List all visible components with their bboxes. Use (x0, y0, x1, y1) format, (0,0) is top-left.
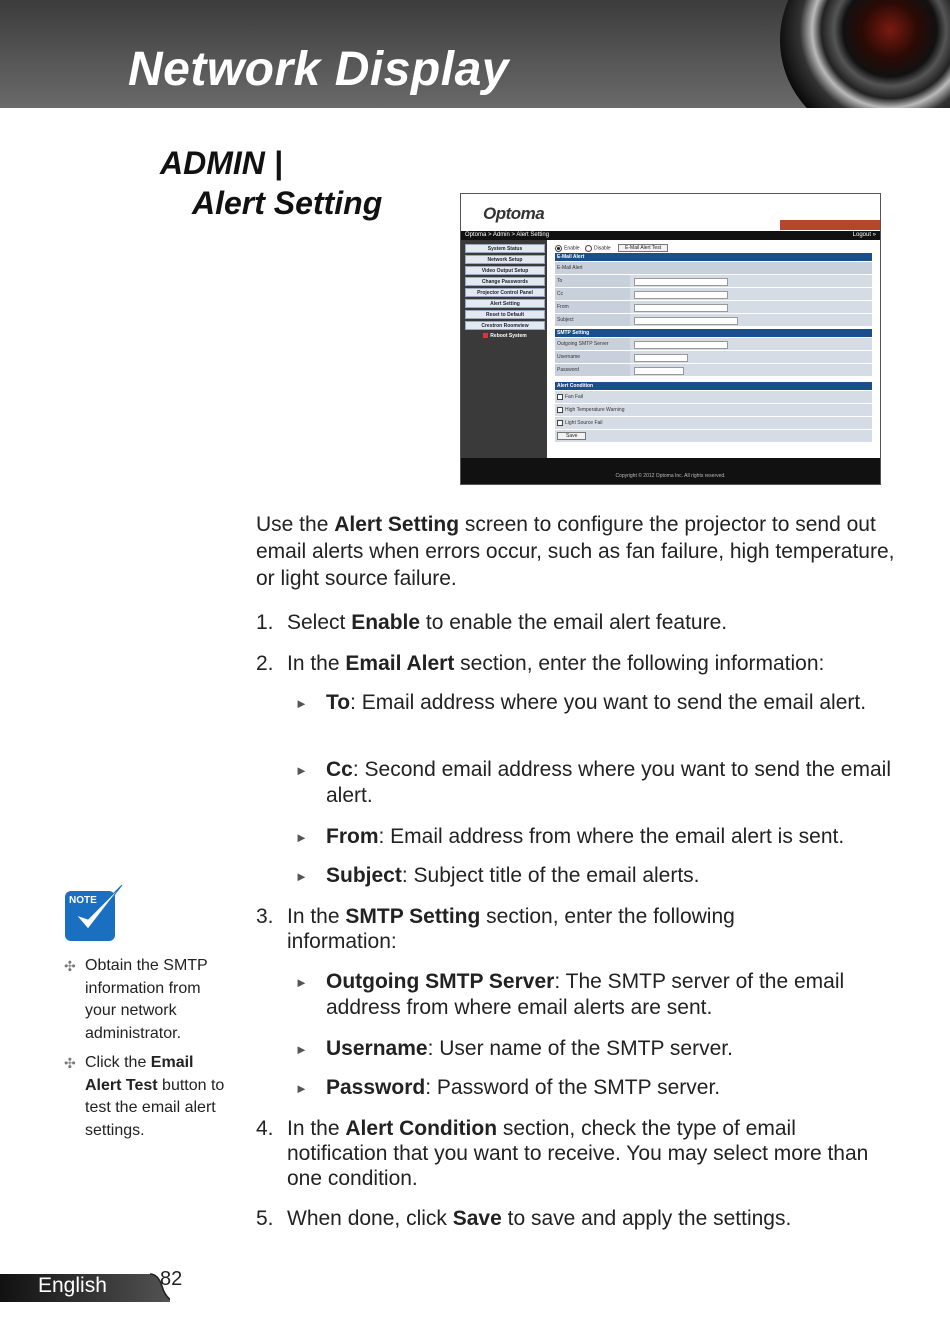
row-label (557, 391, 757, 403)
bullet-to (295, 690, 895, 716)
text: section, enter the following information: (287, 905, 735, 953)
bold-text: Cc (326, 758, 353, 781)
row-value (630, 301, 872, 313)
text: : Email address from where the email alert is sent. (378, 825, 845, 848)
email-alert-row (555, 262, 872, 274)
text: When done, click (287, 1207, 453, 1230)
row-label: Password (557, 367, 579, 373)
text: to save and apply the settings. (501, 1207, 792, 1230)
save-row (555, 430, 872, 442)
text: section, check the type of email notification that you want to receive. You may select more than one condition. (287, 1117, 869, 1190)
fan-fail-row (555, 391, 872, 403)
light-fail-row (555, 417, 872, 429)
arrow-icon: ► (295, 1042, 308, 1057)
light-fail-checkbox[interactable] (557, 420, 563, 426)
bullet-smtp-server (295, 969, 895, 1021)
cc-row (555, 288, 872, 300)
sidebar-item-system-status[interactable]: System Status (465, 244, 545, 253)
bold-text: Email Alert (345, 652, 455, 675)
optoma-logo: Optoma (483, 204, 545, 223)
power-icon (483, 333, 488, 338)
step-3 (256, 904, 896, 954)
breadcrumb: Optoma > Admin > Alert Setting (465, 232, 550, 238)
bullet-text (326, 969, 895, 1021)
bold-text: To (326, 691, 351, 714)
intro-text: screen to configure the projector to send out email alerts when errors occur, such as fan failure, high temperature, or light source failure. (256, 513, 895, 590)
step-text (287, 1116, 877, 1191)
text: In the (287, 1117, 346, 1140)
bullet-text (326, 863, 895, 889)
arrow-icon: ► (295, 1081, 308, 1096)
bold-text: From (326, 825, 379, 848)
bullet-text (326, 1075, 895, 1101)
alert-condition-header: Alert Condition (555, 382, 872, 390)
intro-paragraph (256, 511, 896, 592)
high-temp-row (555, 404, 872, 416)
note-text: button to test the email alert settings. (85, 1076, 225, 1139)
bold-text: Subject (326, 864, 402, 887)
arrow-icon: ► (295, 975, 308, 990)
bullet-password (295, 1075, 895, 1101)
arrow-icon: ► (295, 763, 308, 778)
note-text: Click the (85, 1054, 151, 1071)
row-label: Subject (557, 317, 574, 323)
section-title-line2: Alert Setting (192, 185, 383, 221)
smtp-server-row (555, 338, 872, 350)
note-item (64, 955, 229, 1045)
text: : Email address where you want to send the email alert. (350, 691, 867, 714)
bullet-text (326, 824, 895, 850)
step-2 (256, 651, 896, 676)
row-value (630, 288, 872, 300)
bullet-cc (295, 757, 895, 809)
section-title-line1: ADMIN | (160, 145, 283, 181)
note-list (64, 955, 229, 1149)
light-fail-label: Light Source Fail (565, 420, 603, 426)
copyright: Copyright © 2012 Optoma Inc. All rights reserved. (461, 458, 880, 484)
sidebar-item-alert-setting[interactable]: Alert Setting (465, 299, 545, 308)
bullet-from (295, 824, 895, 850)
bullet-username (295, 1036, 895, 1062)
alert-setting-screenshot (460, 193, 881, 485)
step-text (287, 1206, 896, 1231)
enable-label: Enable (564, 245, 580, 252)
step-text (287, 904, 777, 954)
step-text (287, 610, 896, 635)
fan-fail-checkbox[interactable] (557, 394, 563, 400)
to-input[interactable] (634, 278, 728, 286)
sidebar-item-change-passwords[interactable]: Change Passwords (465, 277, 545, 286)
step-4 (256, 1116, 896, 1191)
logout-link[interactable]: Logout » (852, 232, 876, 238)
bullet-text (326, 690, 895, 716)
fan-fail-label: Fan Fail (565, 394, 584, 400)
high-temp-checkbox[interactable] (557, 407, 563, 413)
sidebar-item-control-panel[interactable]: Projector Control Panel (465, 288, 545, 297)
arrow-icon: ► (295, 869, 308, 884)
row-label (557, 417, 757, 429)
bullet-subject (295, 863, 895, 889)
note-icon (64, 881, 126, 943)
bold-text: Save (452, 1207, 502, 1230)
text: : Subject title of the email alerts. (401, 864, 700, 887)
footer-language: English (38, 1274, 107, 1297)
page-number: 82 (160, 1268, 183, 1290)
row-label: E-Mail Alert (557, 265, 583, 271)
step-number: 4. (256, 1117, 274, 1140)
sidebar-item-reboot[interactable] (465, 332, 545, 341)
lens-graphic (780, 0, 950, 108)
bold-text: Enable (351, 611, 421, 634)
shot-sidebar (461, 240, 547, 458)
bold-text: Password (326, 1076, 426, 1099)
note-bold: Email Alert Test (85, 1054, 194, 1094)
enable-radio[interactable] (555, 245, 562, 252)
text: In the (287, 652, 346, 675)
bold-text: Username (326, 1037, 428, 1060)
shot-nav-bar (461, 231, 880, 240)
step-number: 1. (256, 611, 274, 634)
bullet-text (326, 1036, 895, 1062)
text: : Second email address where you want to send the email alert. (326, 758, 891, 807)
email-alert-test-button[interactable]: E-Mail Alert Test (618, 244, 668, 252)
row-label: From (557, 304, 569, 310)
smtp-server-input[interactable] (634, 341, 728, 349)
password-input[interactable] (634, 367, 684, 375)
header-title: Network Display (128, 43, 509, 96)
step-5 (256, 1206, 896, 1231)
intro-bold: Alert Setting (334, 513, 460, 536)
bullet-text (326, 757, 895, 809)
cc-input[interactable] (634, 291, 728, 299)
subject-input[interactable] (634, 317, 738, 325)
text: In the (287, 905, 346, 928)
smtp-setting-header: SMTP Setting (555, 329, 872, 337)
step-number: 2. (256, 652, 274, 675)
text: section, enter the following information: (454, 652, 825, 675)
diamond-bullet-icon: ✣ (64, 1055, 76, 1071)
bold-text: Alert Condition (345, 1117, 498, 1140)
shot-main-panel (547, 240, 880, 458)
note-item (64, 1052, 229, 1142)
subject-row (555, 314, 872, 326)
row-label: Outgoing SMTP Server (557, 341, 609, 347)
text: : The SMTP server of the email address from where email alerts are sent. (326, 970, 845, 1019)
row-value (630, 314, 872, 326)
page-header (0, 0, 950, 108)
row-label (557, 404, 757, 416)
note-icon-label: NOTE (69, 895, 97, 906)
step-number: 3. (256, 905, 274, 928)
from-row (555, 301, 872, 313)
password-row (555, 364, 872, 376)
from-input[interactable] (634, 304, 728, 312)
text: to enable the email alert feature. (420, 611, 728, 634)
sidebar-item-network-setup[interactable]: Network Setup (465, 255, 545, 264)
row-label: Cc (557, 291, 564, 297)
diamond-bullet-icon: ✣ (64, 958, 76, 974)
note-text: Obtain the SMTP information from your network administrator. (85, 957, 208, 1042)
text: : Password of the SMTP server. (425, 1076, 721, 1099)
enable-radio-row (555, 244, 668, 252)
email-alert-header: E-Mail Alert (555, 253, 872, 261)
sidebar-item-reset-default[interactable]: Reset to Default (465, 310, 545, 319)
step-number: 5. (256, 1207, 274, 1230)
text: : User name of the SMTP server. (427, 1037, 733, 1060)
header-accent-bar (780, 220, 880, 230)
disable-radio[interactable] (585, 245, 592, 252)
bold-text: SMTP Setting (345, 905, 481, 928)
row-value (630, 364, 872, 376)
reboot-label: Reboot System (490, 333, 527, 339)
username-row (555, 351, 872, 363)
step-text (287, 651, 896, 676)
bold-text: Outgoing SMTP Server (326, 970, 555, 993)
high-temp-label: High Temperature Warning (565, 407, 625, 413)
sidebar-item-video-output[interactable]: Video Output Setup (465, 266, 545, 275)
disable-label: Disable (593, 245, 611, 252)
row-label: To (557, 278, 563, 284)
row-value (630, 338, 872, 350)
row-value (630, 351, 872, 363)
arrow-icon: ► (295, 830, 308, 845)
intro-text: Use the (256, 513, 335, 536)
section-title (160, 143, 382, 223)
step-1 (256, 610, 896, 635)
save-button[interactable]: Save (557, 432, 586, 440)
row-value (630, 275, 872, 287)
row-label: Username (557, 354, 581, 360)
text: Select (287, 611, 352, 634)
row-value (630, 262, 872, 274)
username-input[interactable] (634, 354, 688, 362)
to-row (555, 275, 872, 287)
arrow-icon: ► (295, 696, 308, 711)
sidebar-item-crestron[interactable]: Crestron Roomview (465, 321, 545, 330)
